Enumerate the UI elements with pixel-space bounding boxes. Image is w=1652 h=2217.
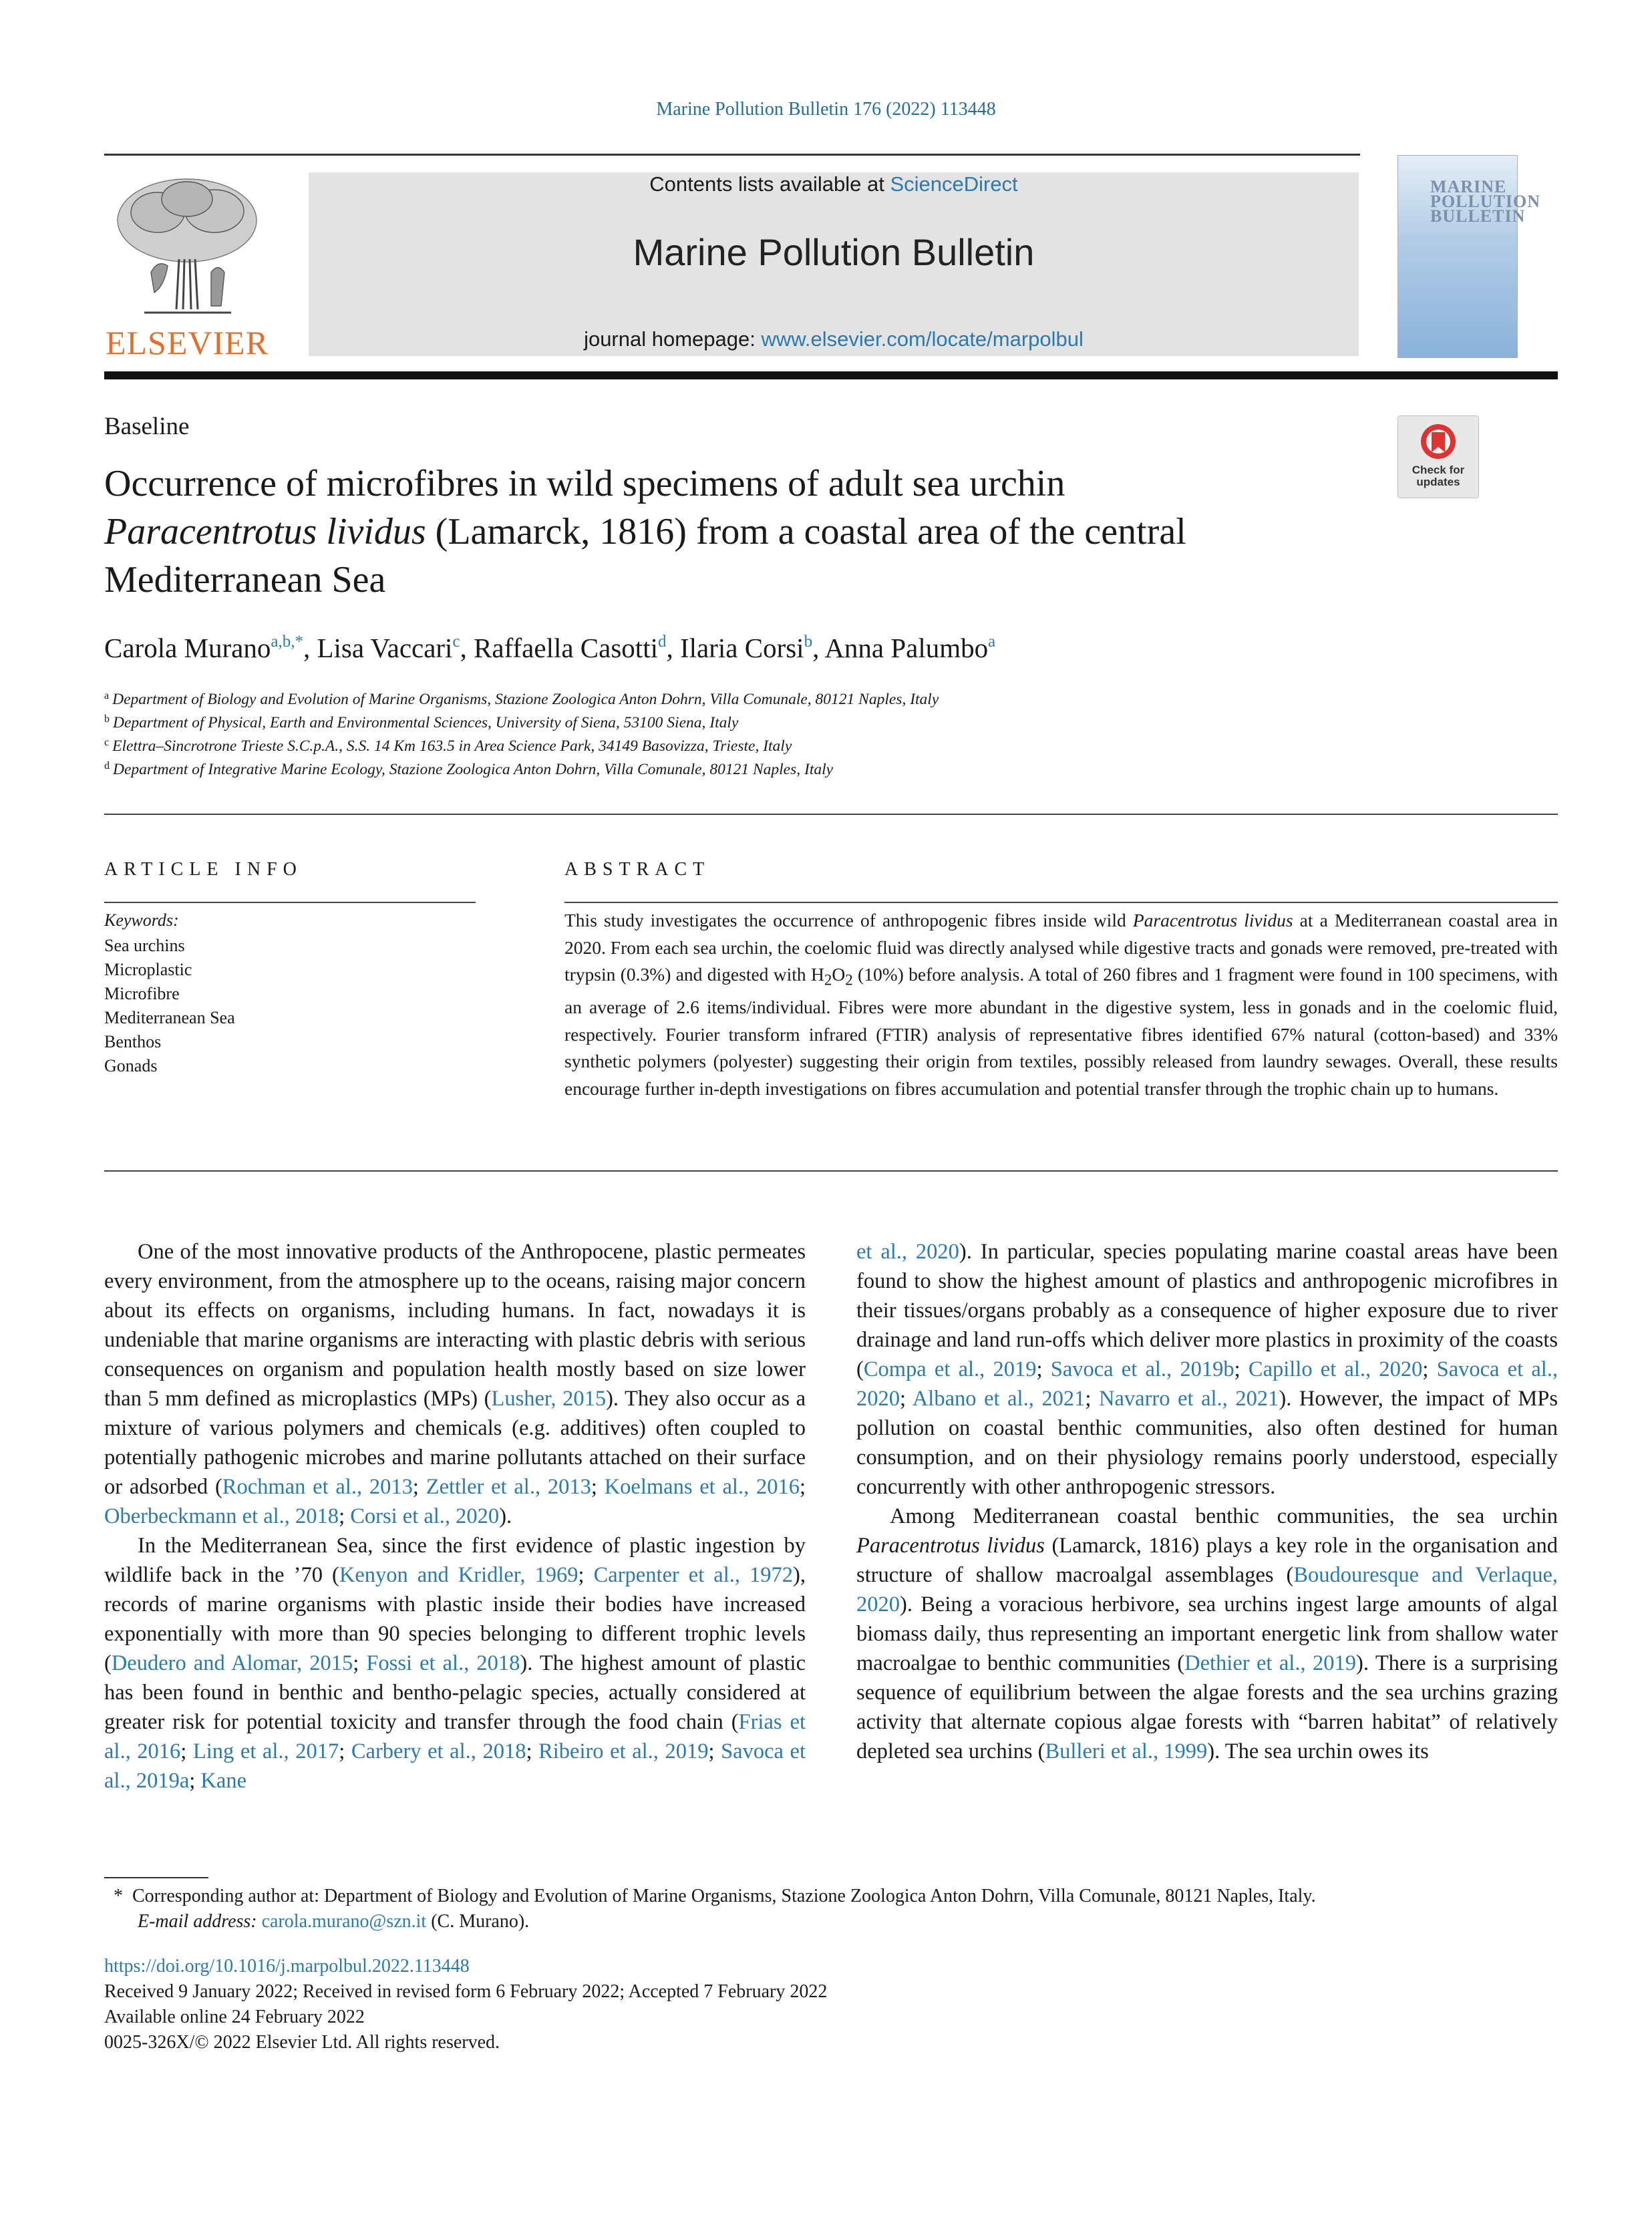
text-run: ; xyxy=(412,1475,426,1499)
text-run: ). xyxy=(499,1504,512,1528)
check-for-updates-badge[interactable] xyxy=(1397,415,1479,498)
citation-link[interactable]: Capillo et al., 2020 xyxy=(1248,1357,1423,1381)
text-run: ; xyxy=(591,1475,605,1499)
title-species: Paracentrotus lividus xyxy=(104,511,426,552)
author-affiliation-marker[interactable]: c xyxy=(452,633,460,651)
keyword: Microfibre xyxy=(104,984,180,1003)
article-title xyxy=(104,460,1347,604)
corresponding-author-footnote: * Corresponding author at: Department of Biology and Evolution of Marine Organisms, Stazione Zoologica Anton Dohrn, Villa Comunale, 80121 Naples, Italy. E-mail address: carola.murano@szn.it (C. Murano). xyxy=(114,1886,1316,1932)
keyword: Mediterranean Sea xyxy=(104,1008,235,1027)
keywords-label: Keywords: xyxy=(104,910,179,930)
text-run: ; xyxy=(339,1504,351,1528)
citation-link[interactable]: Deudero and Alomar, 2015 xyxy=(111,1651,353,1675)
doi-link[interactable]: https://doi.org/10.1016/j.marpolbul.2022.113448 xyxy=(104,1956,470,1977)
citation-link[interactable]: Fossi et al., 2018 xyxy=(366,1651,520,1675)
affiliations xyxy=(104,688,1507,782)
text-run: (Lamarck, 1816) plays a key role in the organisation and structure of shallow macroalgal assemblages ( xyxy=(856,1534,1558,1587)
affiliation-item: $^b$ Department of Physical, Earth and Environmental Sciences, University of Siena, 53100 Siena, Italy xyxy=(104,713,739,731)
author-list: Carola Murano$^{a,b,*}$, Lisa Vaccari$^c$, Raffaella Casotti$^d$, Ilaria Corsi$^b$, Anna Palumbo$^a$ xyxy=(104,633,996,663)
text-run: ; xyxy=(1085,1387,1100,1411)
affiliation-item: $^c$ Elettra–Sincrotrone Trieste S.C.p.A., S.S. 14 Km 163.5 in Area Science Park, 34149 Basovizza, Trieste, Italy xyxy=(104,737,792,755)
journal-title: Marine Pollution Bulletin xyxy=(633,231,1035,273)
affiliation-item: $^d$ Department of Integrative Marine Ecology, Stazione Zoologica Anton Dohrn, Villa Comunale, 80121 Naples, Italy xyxy=(104,760,834,778)
citation-link[interactable]: Zettler et al., 2013 xyxy=(426,1475,591,1499)
body-left-column xyxy=(104,1237,806,1796)
citation-link[interactable]: Navarro et al., 2021 xyxy=(1099,1387,1279,1411)
citation-link[interactable]: Carbery et al., 2018 xyxy=(351,1739,526,1763)
keywords-list xyxy=(104,934,235,1078)
title-line-2 xyxy=(104,508,1347,556)
text-run: ; xyxy=(900,1387,913,1411)
contents-prefix: Contents lists available at xyxy=(649,172,890,196)
article-info-heading: ARTICLE INFO xyxy=(104,859,303,880)
available-online: Available online 24 February 2022 xyxy=(104,2007,365,2027)
crossmark-label: Check for updates xyxy=(1412,464,1465,488)
body-right-column xyxy=(856,1237,1558,1766)
citation-link[interactable]: et al., 2020 xyxy=(856,1240,959,1264)
divider xyxy=(104,902,476,903)
citation-link[interactable]: Savoca et al., 2019a xyxy=(104,1739,806,1793)
text-run: ). There is a surprising sequence of equilibrium between the algae forests and the sea urchins grazing activity that alternate copious algae forests with “barren habitat” of relatively depleted sea urchins ( xyxy=(856,1651,1558,1763)
homepage-prefix: journal homepage: xyxy=(584,327,762,351)
title-line-3: Mediterranean Sea xyxy=(104,559,386,601)
citation-link[interactable]: Albano et al., 2021 xyxy=(912,1387,1086,1411)
citation-link[interactable]: Ling et al., 2017 xyxy=(192,1739,339,1763)
crossmark-icon xyxy=(1398,416,1478,463)
citation-link[interactable]: Oberbeckmann et al., 2018 xyxy=(104,1504,339,1528)
text-run: ; xyxy=(1234,1357,1249,1381)
title-line-2-rest: (Lamarck, 1816) from a coastal area of the central xyxy=(426,511,1186,552)
keyword: Gonads xyxy=(104,1056,158,1075)
divider xyxy=(104,814,1558,815)
header-thick-rule xyxy=(104,371,1558,379)
text-run: ; xyxy=(1422,1357,1437,1381)
paragraph xyxy=(104,1237,806,1531)
citation-link[interactable]: Kenyon and Kridler, 1969 xyxy=(339,1563,579,1587)
text-run: ). The sea urchin owes its xyxy=(1207,1739,1429,1763)
citation-link[interactable]: Ribeiro et al., 2019 xyxy=(538,1739,709,1763)
text-run: ). They also occur as a mixture of various polymers and chemicals (e.g. additives) often coupled to potentially pathogenic microbes and marine pollutants attached on their surface or adsorbed ( xyxy=(104,1387,806,1499)
text-run: ). Being a voracious herbivore, sea urchins ingest large amounts of algal biomass daily, thus representing an important energetic link from shallow water macroalgae to benthic communities ( xyxy=(856,1592,1558,1675)
text-run: ; xyxy=(180,1739,193,1763)
text-run: In the Mediterranean Sea, since the first evidence of plastic ingestion by wildlife back in the ’70 ( xyxy=(104,1534,806,1587)
copyright: 0025-326X/© 2022 Elsevier Ltd. All rights reserved. xyxy=(104,2032,500,2053)
article-section: Baseline xyxy=(104,413,190,440)
paragraph xyxy=(856,1237,1558,1502)
abstract-text: This study investigates the occurrence of anthropogenic fibres inside wild Paracentrotus lividus at a Mediterranean coastal area in 2020. From each sea urchin, the coelomic fluid was directly analysed while digestive tracts and gonads were removed, pre-treated with trypsin (0.3%) and digested with $H_2O_2$ (10%) before analysis. A total of 260 fibres and 1 fragment were found in 100 specimens, with an average of 2.6 items/individual. Fibres were more abundant in the digestive system, less in gonads and in the coelomic fluid, respectively. Fourier transform infrared (FTIR) analysis of representative fibres identified 67% natural (cotton-based) and 33% synthetic polymers (polyester) suggesting their origin from textiles, possibly released from laundry sewages. Overall, these results encourage further in-depth investigations on fibres accumulation and potential transfer through the trophic chain up to humans. xyxy=(564,910,1558,1099)
author-affiliation-marker[interactable]: a xyxy=(988,633,996,651)
text-run: ; xyxy=(526,1739,539,1763)
citation-link[interactable]: Lusher, 2015 xyxy=(491,1387,607,1411)
author-affiliation-marker[interactable]: b xyxy=(804,633,813,651)
text-run: ; xyxy=(708,1739,721,1763)
author[interactable]: Raffaella Casotti$^d$ xyxy=(474,633,667,663)
keyword: Microplastic xyxy=(104,960,192,979)
text-run: ). The highest amount of plastic has been found in benthic and bentho-pelagic species, actually considered at greater risk for potential toxicity and transfer through the food chain ( xyxy=(104,1651,806,1734)
paragraph xyxy=(104,1531,806,1796)
italic-text: Paracentrotus lividus xyxy=(856,1534,1045,1558)
email-link[interactable]: carola.murano@szn.it xyxy=(261,1911,427,1932)
footnote-rule xyxy=(104,1877,208,1878)
author-affiliation-marker[interactable]: d xyxy=(657,633,667,651)
citation-link[interactable]: Koelmans et al., 2016 xyxy=(604,1475,800,1499)
divider xyxy=(564,902,1558,903)
citation-link[interactable]: Dethier et al., 2019 xyxy=(1184,1651,1357,1675)
journal-cover-thumbnail[interactable] xyxy=(1397,155,1541,358)
homepage-link[interactable]: www.elsevier.com/locate/marpolbul xyxy=(761,327,1084,351)
sciencedirect-link[interactable]: ScienceDirect xyxy=(890,172,1018,196)
text-run: ; xyxy=(1036,1357,1051,1381)
paragraph xyxy=(856,1502,1558,1766)
header-rule xyxy=(104,154,1360,156)
publisher-name: ELSEVIER xyxy=(105,324,269,361)
received-dates: Received 9 January 2022; Received in revised form 6 February 2022; Accepted 7 February 2022 xyxy=(104,1981,828,2002)
tree-icon xyxy=(104,172,270,319)
text-run: Among Mediterranean coastal benthic communities, the sea urchin xyxy=(890,1504,1558,1528)
citation-link[interactable]: Frias et al., 2016 xyxy=(104,1710,806,1763)
citation-link[interactable]: Boudouresque and Verlaque, 2020 xyxy=(856,1563,1558,1616)
text-run: ; xyxy=(339,1739,351,1763)
citation-link[interactable]: Compa et al., 2019 xyxy=(863,1357,1037,1381)
author[interactable]: Ilaria Corsi$^b$ xyxy=(679,633,813,663)
citation-link[interactable]: Bulleri et al., 1999 xyxy=(1045,1739,1208,1763)
author[interactable]: Lisa Vaccari$^c$ xyxy=(317,633,460,663)
keyword: Sea urchins xyxy=(104,936,185,955)
text-run: ; xyxy=(578,1563,594,1587)
text-run: ). However, the impact of MPs pollution on coastal benthic communities, also often destined for human consumption, and on their physiology remains poorly understood, especially concurrently with other anthropogenic stressors. xyxy=(856,1387,1558,1499)
contents-line xyxy=(309,172,1359,196)
footnote-marker: * xyxy=(114,1886,123,1906)
author-affiliation-marker[interactable]: a,b,* xyxy=(271,633,303,651)
text-run: ), records of marine organisms with plastic inside their bodies have increased exponentially with more than 90 species belonging to different trophic levels ( xyxy=(104,1563,806,1675)
citation-link[interactable]: Savoca et al., 2019b xyxy=(1050,1357,1234,1381)
cover-title: MARINE POLLUTION BULLETIN xyxy=(1430,177,1541,226)
text-run: ; xyxy=(353,1651,367,1675)
journal-reference[interactable]: Marine Pollution Bulletin 176 (2022) 113448 xyxy=(656,99,996,120)
text-run: One of the most innovative products of the Anthropocene, plastic permeates every environment, from the atmosphere up to the oceans, raising major concern about its effects on organisms, including humans. In fact, nowadays it is undeniable that marine organisms are interacting with plastic debris with serious consequences on organism and population health mostly based on size lower than 5 mm defined as microplastics (MPs) ( xyxy=(104,1240,806,1411)
title-line-1: Occurrence of microfibres in wild specimens of adult sea urchin xyxy=(104,463,1065,504)
publication-info xyxy=(104,1954,827,2055)
citation-link[interactable]: Kane xyxy=(200,1769,246,1793)
text-run: ). In particular, species populating marine coastal areas have been found to show the highest amount of plastics and anthropogenic microfibres in their tissues/organs probably as a consequence of higher exposure due to river drainage and land run-offs which deliver more plastics in proximity of the coasts ( xyxy=(856,1240,1558,1381)
keyword: Benthos xyxy=(104,1032,162,1051)
author[interactable]: Anna Palumbo$^a$ xyxy=(824,633,996,663)
citation-link[interactable]: Corsi et al., 2020 xyxy=(350,1504,500,1528)
divider xyxy=(104,1170,1558,1172)
homepage-line xyxy=(309,327,1359,351)
affiliation-item: $^a$ Department of Biology and Evolution of Marine Organisms, Stazione Zoologica Anton Dohrn, Villa Comunale, 80121 Naples, Italy xyxy=(104,690,939,708)
citation-link[interactable]: Rochman et al., 2013 xyxy=(222,1475,413,1499)
citation-link[interactable]: Carpenter et al., 1972 xyxy=(593,1563,794,1587)
text-run: ; xyxy=(800,1475,806,1499)
text-run: ; xyxy=(189,1769,201,1793)
abstract-heading: ABSTRACT xyxy=(564,859,711,880)
author[interactable]: Carola Murano$^{a,b,*}$ xyxy=(104,633,303,663)
citation-link[interactable]: Savoca et al., 2020 xyxy=(856,1357,1558,1411)
